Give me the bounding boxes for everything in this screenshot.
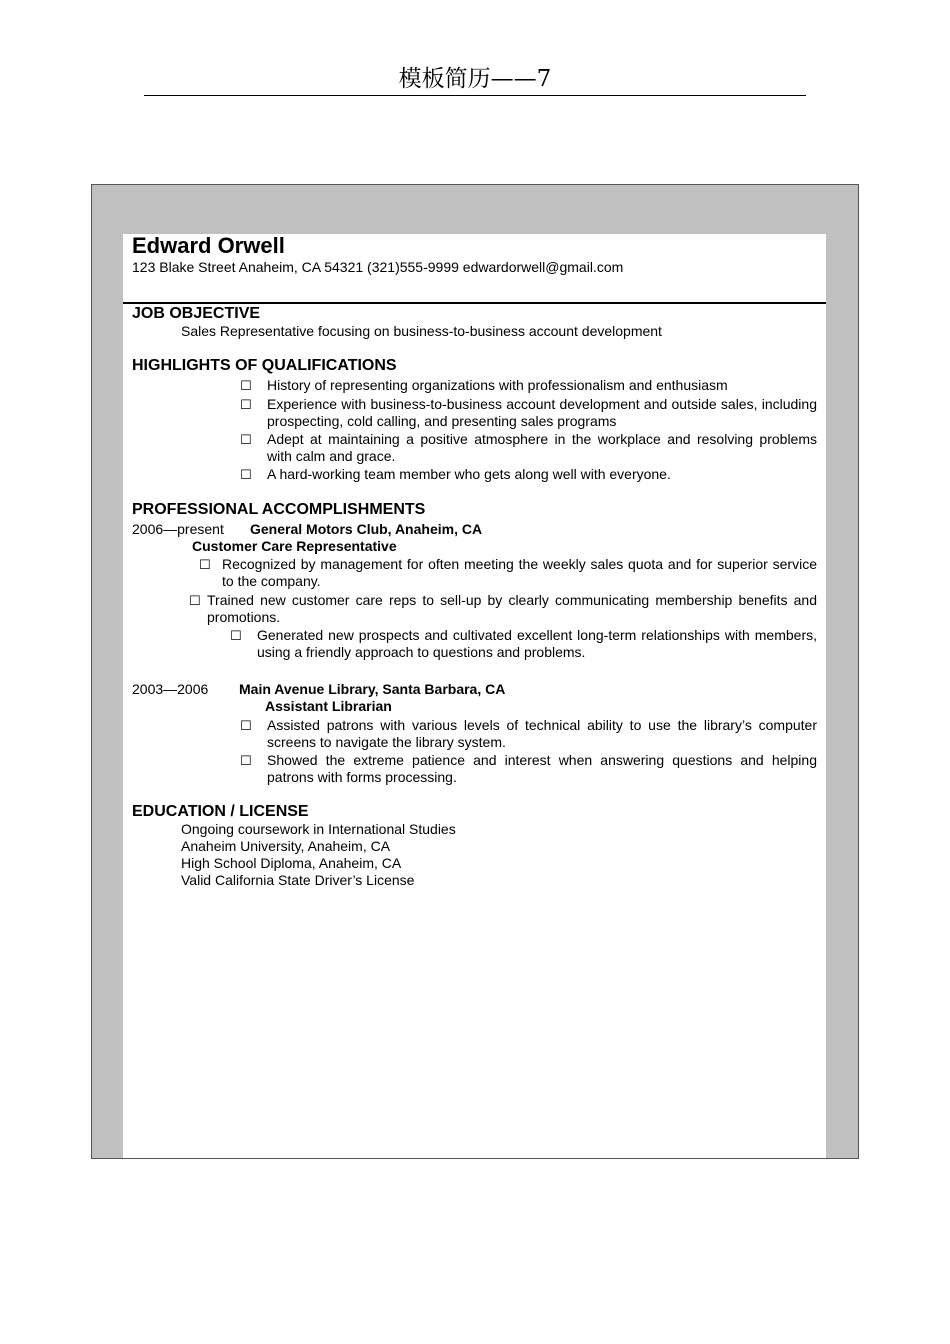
education-line: High School Diploma, Anaheim, CA (181, 855, 402, 871)
job-bullet: Showed the extreme patience and interest when answering questions and helping patrons with forms processing. (267, 752, 817, 785)
job-bullet: Recognized by management for often meeting the weekly sales quota and for superior service to the company. (222, 556, 817, 589)
education-line: Valid California State Driver’s License (181, 872, 415, 888)
education-line: Ongoing coursework in International Studies (181, 821, 456, 837)
job-employer: Main Avenue Library, Santa Barbara, CA (239, 681, 506, 697)
education-heading: EDUCATION / LICENSE (132, 803, 309, 820)
checkbox-bullet-icon: ☐ (240, 397, 252, 412)
document-title: 模板简历——7 (144, 64, 806, 96)
candidate-name: Edward Orwell (132, 233, 285, 258)
job-dates: 2003—2006 (132, 681, 209, 697)
job-dates: 2006—present (132, 521, 224, 537)
qualification-item: Experience with business-to-business account development and outside sales, including prospecting, cold calling, and presenting sales programs (267, 396, 817, 429)
job-bullet: Generated new prospects and cultivated excellent long-term relationships with members, using a friendly approach to questions and problems. (257, 627, 817, 660)
checkbox-bullet-icon: ☐ (240, 378, 252, 393)
qualifications-heading: HIGHLIGHTS OF QUALIFICATIONS (132, 357, 397, 374)
checkbox-bullet-icon: ☐ (240, 753, 252, 768)
job-bullet: Trained new customer care reps to sell-up by clearly communicating membership benefits and promotions. (207, 592, 817, 625)
accomplishments-heading: PROFESSIONAL ACCOMPLISHMENTS (132, 501, 426, 518)
checkbox-bullet-icon: ☐ (230, 628, 242, 643)
checkbox-bullet-icon: ☐ (189, 593, 201, 608)
job-bullet: Assisted patrons with various levels of technical ability to use the library’s computer screens to navigate the library system. (267, 717, 817, 750)
resume-frame (91, 184, 859, 1159)
qualification-item: History of representing organizations with professionalism and enthusiasm (267, 377, 728, 393)
checkbox-bullet-icon: ☐ (240, 432, 252, 447)
job-title: Customer Care Representative (192, 538, 397, 554)
checkbox-bullet-icon: ☐ (199, 557, 211, 572)
checkbox-bullet-icon: ☐ (240, 718, 252, 733)
contact-line: 123 Blake Street Anaheim, CA 54321 (321)555-9999 edwardorwell@gmail.com (132, 259, 624, 275)
job-employer: General Motors Club, Anaheim, CA (250, 521, 483, 537)
qualification-item: Adept at maintaining a positive atmosphere in the workplace and resolving problems with calm and grace. (267, 431, 817, 464)
job-title: Assistant Librarian (265, 698, 392, 714)
checkbox-bullet-icon: ☐ (240, 467, 252, 482)
objective-text: Sales Representative focusing on business-to-business account development (181, 323, 662, 339)
objective-heading: JOB OBJECTIVE (132, 305, 261, 322)
education-line: Anaheim University, Anaheim, CA (181, 838, 391, 854)
resume-page (123, 234, 826, 1158)
qualification-item: A hard-working team member who gets along well with everyone. (267, 466, 671, 482)
